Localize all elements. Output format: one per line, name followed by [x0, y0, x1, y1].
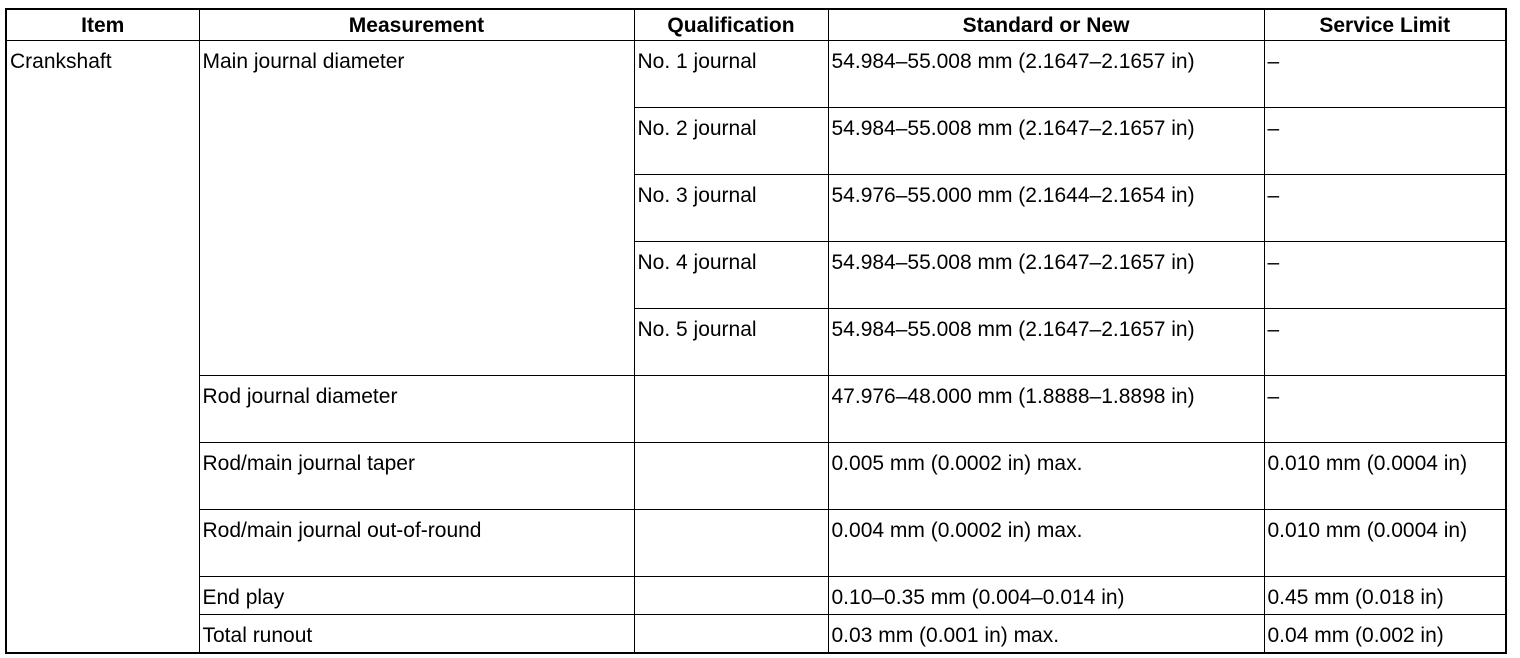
standard-cell: 54.976–55.000 mm (2.1644–2.1654 in)	[828, 175, 1264, 242]
header-standard: Standard or New	[828, 9, 1264, 41]
header-item: Item	[6, 9, 199, 41]
header-service-limit: Service Limit	[1264, 9, 1506, 41]
header-measurement: Measurement	[199, 9, 634, 41]
header-qualification: Qualification	[634, 9, 828, 41]
service-limit-cell: 0.04 mm (0.002 in)	[1264, 615, 1506, 654]
qualification-cell: No. 5 journal	[634, 309, 828, 376]
qualification-cell	[634, 443, 828, 510]
table-row	[6, 41, 1506, 108]
qualification-cell	[634, 615, 828, 654]
table-row	[6, 510, 1506, 577]
service-limit-cell: –	[1264, 175, 1506, 242]
qualification-cell: No. 3 journal	[634, 175, 828, 242]
service-limit-cell: –	[1264, 108, 1506, 175]
qualification-cell: No. 1 journal	[634, 41, 828, 108]
standard-cell: 0.10–0.35 mm (0.004–0.014 in)	[828, 577, 1264, 615]
standard-cell: 54.984–55.008 mm (2.1647–2.1657 in)	[828, 41, 1264, 108]
service-limit-cell: 0.45 mm (0.018 in)	[1264, 577, 1506, 615]
service-limit-cell: 0.010 mm (0.0004 in)	[1264, 510, 1506, 577]
qualification-cell	[634, 577, 828, 615]
measurement-cell: Main journal diameter	[199, 41, 634, 376]
measurement-cell: Rod/main journal out-of-round	[199, 510, 634, 577]
table-row	[6, 577, 1506, 615]
measurement-cell: Rod journal diameter	[199, 376, 634, 443]
qualification-cell	[634, 376, 828, 443]
measurement-cell: Rod/main journal taper	[199, 443, 634, 510]
table-row	[6, 443, 1506, 510]
service-limit-cell: –	[1264, 376, 1506, 443]
qualification-cell: No. 4 journal	[634, 242, 828, 309]
standard-cell: 54.984–55.008 mm (2.1647–2.1657 in)	[828, 242, 1264, 309]
standard-cell: 0.005 mm (0.0002 in) max.	[828, 443, 1264, 510]
standard-cell: 0.004 mm (0.0002 in) max.	[828, 510, 1264, 577]
standard-cell: 47.976–48.000 mm (1.8888–1.8898 in)	[828, 376, 1264, 443]
service-limit-cell: –	[1264, 309, 1506, 376]
qualification-cell: No. 2 journal	[634, 108, 828, 175]
crankshaft-spec-table	[5, 8, 1507, 654]
header-row	[6, 9, 1506, 41]
table-row	[6, 615, 1506, 654]
standard-cell: 0.03 mm (0.001 in) max.	[828, 615, 1264, 654]
item-cell: Crankshaft	[6, 41, 199, 654]
service-limit-cell: –	[1264, 41, 1506, 108]
table-row	[6, 376, 1506, 443]
measurement-cell: Total runout	[199, 615, 634, 654]
service-limit-cell: 0.010 mm (0.0004 in)	[1264, 443, 1506, 510]
service-limit-cell: –	[1264, 242, 1506, 309]
qualification-cell	[634, 510, 828, 577]
measurement-cell: End play	[199, 577, 634, 615]
standard-cell: 54.984–55.008 mm (2.1647–2.1657 in)	[828, 108, 1264, 175]
standard-cell: 54.984–55.008 mm (2.1647–2.1657 in)	[828, 309, 1264, 376]
